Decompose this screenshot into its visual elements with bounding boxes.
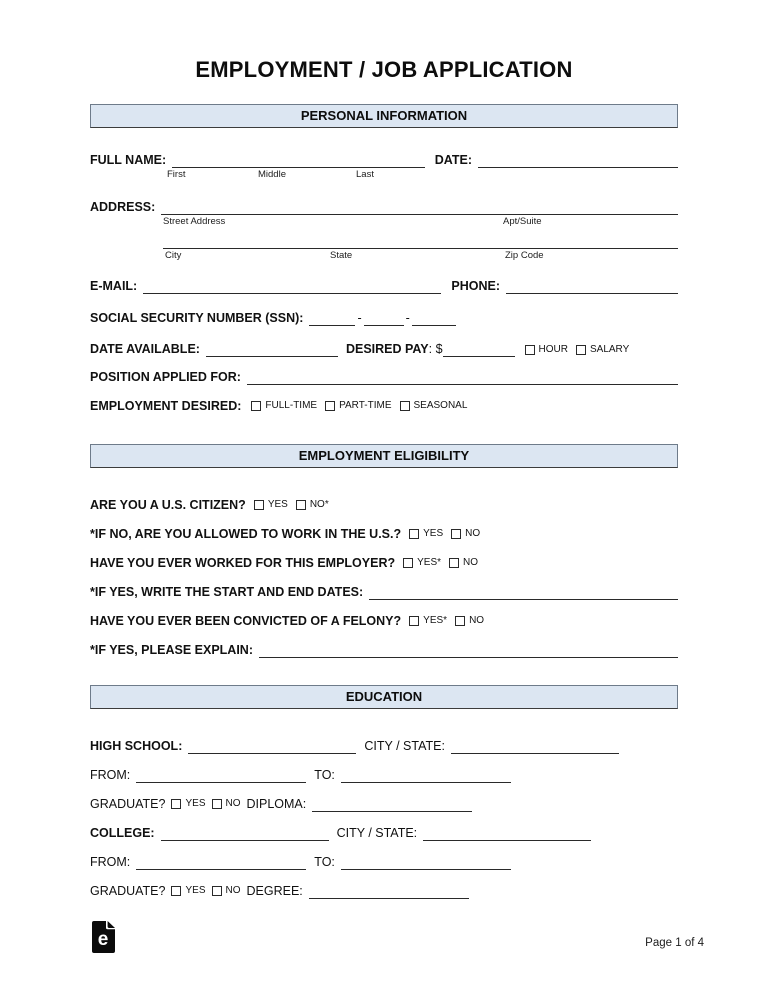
page-number: Page 1 of 4 [645,937,704,949]
worked-yes-checkbox[interactable] [403,558,413,568]
allowed-yes-checkbox[interactable] [409,529,419,539]
citizen-question-row [90,497,678,513]
address-label: ADDRESS: [90,200,156,214]
section-header-employment-eligibility: EMPLOYMENT ELIGIBILITY [90,444,678,468]
position-applied-label: POSITION APPLIED FOR: [90,370,241,384]
college-graduate-label: GRADUATE? [90,884,166,898]
hs-graduate-no-checkbox[interactable] [212,799,222,809]
apt-suite-sublabel: Apt/Suite [503,216,542,227]
full-name-line[interactable] [172,153,425,168]
middle-sublabel: Middle [258,169,286,180]
hs-graduate-yes-label: YES [185,798,206,809]
position-applied-line[interactable] [247,370,678,385]
citizen-yes-label: YES [267,499,288,510]
start-end-dates-label: *IF YES, WRITE THE START AND END DATES: [90,585,364,599]
degree-label: DEGREE: [246,884,303,898]
full-name-label: FULL NAME: [90,153,167,167]
high-school-row [90,738,678,754]
position-row [90,369,678,385]
felony-no-checkbox[interactable] [455,616,465,626]
full-time-label: FULL-TIME [265,400,318,411]
hs-city-state-line[interactable] [451,739,619,754]
part-time-option [325,399,391,413]
desired-pay-label: DESIRED PAY [345,342,429,356]
date-available-pay-row [90,341,678,357]
salary-label: SALARY [589,344,630,355]
full-time-option [251,399,317,413]
felony-yes-label: YES* [423,615,448,626]
first-sublabel: First [167,169,186,180]
seasonal-checkbox[interactable] [400,401,410,411]
ssn-part2-line[interactable] [364,311,404,326]
salary-option [576,343,629,357]
worked-yes-option [403,556,441,570]
seasonal-option [400,399,468,413]
street-address-line[interactable] [161,200,678,215]
college-graduate-no-label: NO [225,885,241,896]
last-sublabel: Last [356,169,374,180]
worked-question-label: HAVE YOU EVER WORKED FOR THIS EMPLOYER? [90,556,396,570]
college-graduate-no-option [212,884,241,898]
hs-graduate-row [90,796,678,812]
phone-label: PHONE: [451,279,500,293]
citizen-no-label: NO* [309,499,329,510]
felony-question-label: HAVE YOU EVER BEEN CONVICTED OF A FELONY? [90,614,402,628]
college-from-line[interactable] [136,855,306,870]
salary-checkbox[interactable] [576,345,586,355]
eforms-logo [92,921,116,958]
logo-letter: e [97,929,109,950]
desired-pay-dollar: : $ [428,342,443,356]
high-school-label: HIGH SCHOOL: [90,739,183,753]
state-sublabel: State [330,250,353,261]
address-sublabels-2 [90,250,678,263]
college-graduate-row [90,883,678,899]
diploma-line[interactable] [312,797,472,812]
hs-graduate-yes-checkbox[interactable] [171,799,181,809]
ssn-row [90,310,678,326]
hs-from-to-row [90,767,678,783]
name-sublabels [90,169,678,182]
seasonal-label: SEASONAL [413,400,468,411]
part-time-label: PART-TIME [339,400,392,411]
allowed-no-option [451,527,480,541]
part-time-checkbox[interactable] [325,401,335,411]
hs-graduate-no-option [212,797,241,811]
college-city-state-line[interactable] [423,826,591,841]
date-line[interactable] [478,153,678,168]
zip-sublabel: Zip Code [505,250,544,261]
worked-no-option [449,556,478,570]
employment-desired-row [90,398,678,414]
ssn-part3-line[interactable] [412,311,456,326]
phone-line[interactable] [506,279,678,294]
section-header-personal-information: PERSONAL INFORMATION [90,104,678,128]
explain-line[interactable] [259,643,678,658]
start-end-dates-line[interactable] [369,585,678,600]
college-graduate-yes-checkbox[interactable] [171,886,181,896]
college-label: COLLEGE: [90,826,155,840]
hs-graduate-yes-option [171,797,205,811]
college-city-state-label: CITY / STATE: [336,826,418,840]
hs-graduate-label: GRADUATE? [90,797,166,811]
allowed-question-row [90,526,678,542]
document-icon [92,921,116,953]
worked-no-label: NO [463,557,479,568]
ssn-part1-line[interactable] [309,311,355,326]
allowed-no-checkbox[interactable] [451,529,461,539]
felony-no-option [455,614,484,628]
allowed-yes-label: YES [423,528,444,539]
allowed-question-label: *IF NO, ARE YOU ALLOWED TO WORK IN THE U.S.? [90,527,402,541]
street-address-sublabel: Street Address [163,216,226,227]
start-end-dates-row [90,584,678,600]
college-to-line[interactable] [341,855,511,870]
citizen-no-option [296,498,329,512]
hour-checkbox[interactable] [525,345,535,355]
hs-to-line[interactable] [341,768,511,783]
date-label: DATE: [434,153,472,167]
felony-question-row [90,613,678,629]
ssn-dash-1: - [357,311,362,325]
worked-question-row [90,555,678,571]
date-available-line[interactable] [206,342,338,357]
college-graduate-yes-option [171,884,205,898]
college-from-label: FROM: [90,855,131,869]
ssn-dash-2: - [405,311,410,325]
section-header-education: EDUCATION [90,685,678,709]
hs-from-line[interactable] [136,768,306,783]
felony-yes-checkbox[interactable] [409,616,419,626]
explain-label: *IF YES, PLEASE EXPLAIN: [90,643,254,657]
hour-label: HOUR [538,344,568,355]
allowed-no-label: NO [465,528,481,539]
college-line[interactable] [161,826,329,841]
citizen-question-label: ARE YOU A U.S. CITIZEN? [90,498,246,512]
college-from-to-row [90,854,678,870]
employment-desired-label: EMPLOYMENT DESIRED: [90,399,242,413]
email-line[interactable] [143,279,441,294]
date-available-label: DATE AVAILABLE: [90,342,200,356]
email-phone-row [90,278,678,294]
worked-no-checkbox[interactable] [449,558,459,568]
high-school-line[interactable] [188,739,356,754]
hs-to-label: TO: [314,768,335,782]
worked-yes-label: YES* [417,557,442,568]
college-row [90,825,678,841]
allowed-yes-option [409,527,443,541]
college-to-label: TO: [314,855,335,869]
felony-no-label: NO [469,615,485,626]
address-row [90,199,678,215]
diploma-label: DIPLOMA: [246,797,307,811]
full-time-checkbox[interactable] [251,401,261,411]
hs-graduate-no-label: NO [225,798,241,809]
citizen-yes-checkbox[interactable] [254,500,264,510]
page-title: EMPLOYMENT / JOB APPLICATION [195,57,573,82]
email-label: E-MAIL: [90,279,138,293]
citizen-yes-option [254,498,288,512]
city-sublabel: City [165,250,182,261]
felony-yes-option [409,614,447,628]
citizen-no-checkbox[interactable] [296,500,306,510]
explain-row [90,642,678,658]
hour-option [525,343,568,357]
college-graduate-yes-label: YES [185,885,206,896]
desired-pay-line[interactable] [443,342,515,357]
degree-line[interactable] [309,884,469,899]
ssn-label: SOCIAL SECURITY NUMBER (SSN): [90,311,304,325]
address-row-2 [90,234,678,249]
city-state-zip-line[interactable] [163,234,678,249]
full-name-date-row [90,152,678,168]
hs-from-label: FROM: [90,768,131,782]
college-graduate-no-checkbox[interactable] [212,886,222,896]
address-sublabels-1 [90,216,678,229]
hs-city-state-label: CITY / STATE: [364,739,445,753]
